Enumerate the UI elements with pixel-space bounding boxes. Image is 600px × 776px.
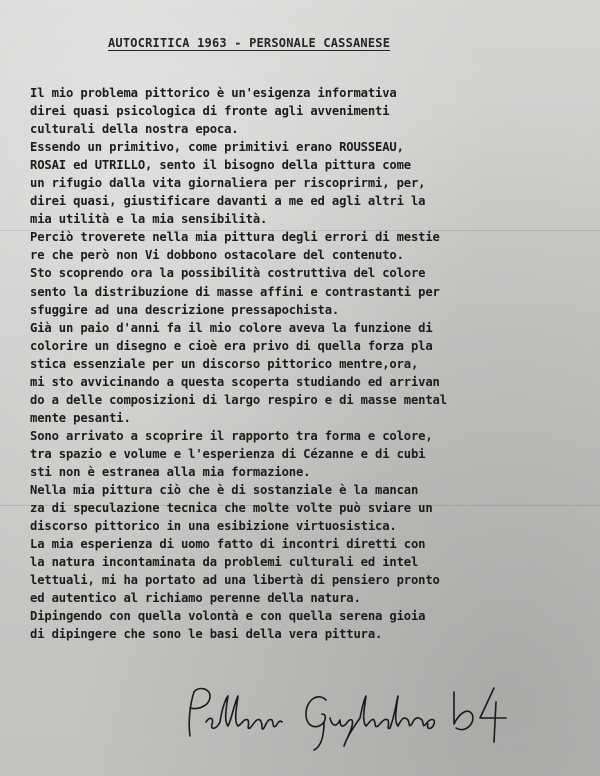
document-line: Già un paio d'anni fa il mio colore aveva la funzione di <box>30 320 433 335</box>
document-line: colorire un disegno e cioè era privo di quella forza pla <box>30 338 433 353</box>
document-line: lettuali, mi ha portato ad una libertà di pensiero pronto <box>30 573 440 588</box>
document-line: Sto scoprendo ora la possibilità costruttiva del colore <box>30 266 426 281</box>
document-line: re che però non Vi dobbono ostacolare del contenuto. <box>30 248 404 263</box>
document-line: ed autentico al richiamo perenne della natura. <box>30 591 361 606</box>
document-body <box>30 84 586 643</box>
document-line: di dipingere che sono le basi della vera pittura. <box>30 627 383 642</box>
document-line: do a delle composizioni di largo respiro e di masse mental <box>30 392 447 407</box>
document-line: discorso pittorico in una esibizione virtuosistica. <box>30 519 397 534</box>
document-line: Essendo un primitivo, come primitivi erano ROUSSEAU, <box>30 140 404 155</box>
document-line: za di speculazione tecnica che molte volte può sviare un <box>30 501 433 516</box>
document-line: tra spazio e volume e l'esperienza di Cézanne e di cubi <box>30 446 426 461</box>
document-title: AUTOCRITICA 1963 - PERSONALE CASSANESE <box>108 36 391 50</box>
document-line: sento la distribuzione di masse affini e contrastanti per <box>30 284 440 299</box>
document-line: La mia esperienza di uomo fatto di incontri diretti con <box>30 537 426 552</box>
document-line: Nella mia pittura ciò che è di sostanziale è la mancan <box>30 483 419 498</box>
document-line: stica essenziale per un discorso pittorico mentre,ora, <box>30 356 419 371</box>
document-line: culturali della nostra epoca. <box>30 122 239 137</box>
document-line: direi quasi psicologica di fronte agli avvenimenti <box>30 104 390 119</box>
document-line: sti non è estranea alla mia formazione. <box>30 464 311 479</box>
document-line: Sono arrivato a scoprire il rapporto tra forma e colore, <box>30 428 433 443</box>
document-line: direi quasi, giustificare davanti a me ed agli altri la <box>30 194 426 209</box>
document-line: Il mio problema pittorico è un'esigenza informativa <box>30 86 397 100</box>
handwritten-signature <box>176 678 516 758</box>
document-line: Dipingendo con quella volontà e con quella serena gioia <box>30 609 426 624</box>
document-line: un rifugio dalla vita giornaliera per riscoprirmi, per, <box>30 176 426 191</box>
document-line: mi sto avvicinando a questa scoperta studiando ed arrivan <box>30 374 440 389</box>
document-line: la natura incontaminata da problemi culturali ed intel <box>30 555 419 570</box>
document-line: ROSAI ed UTRILLO, sento il bisogno della pittura come <box>30 158 411 173</box>
document-line: mia utilità e la mia sensibilità. <box>30 212 268 227</box>
document-line: mente pesanti. <box>30 410 131 425</box>
document-line: sfuggire ad una descrizione pressapochista. <box>30 302 340 317</box>
document-line: Perciò troverete nella mia pittura degli errori di mestie <box>30 230 440 245</box>
